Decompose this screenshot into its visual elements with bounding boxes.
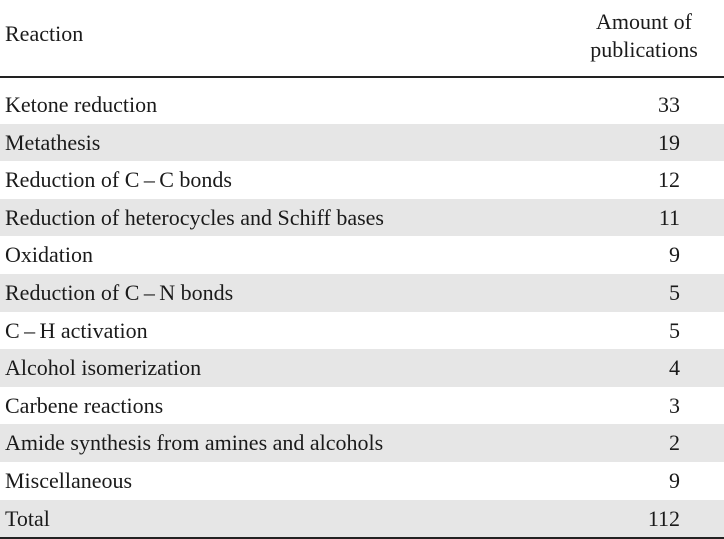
table-row <box>0 124 724 162</box>
reaction-cell: Alcohol isomerization <box>5 355 202 381</box>
reaction-cell: Metathesis <box>5 129 101 155</box>
table-row <box>0 462 724 500</box>
reaction-cell: Reduction of C – C bonds <box>5 167 232 193</box>
reaction-cell: Reduction of C – N bonds <box>5 279 234 305</box>
amount-cell: 9 <box>669 242 680 268</box>
header-amount <box>569 8 719 64</box>
amount-cell: 12 <box>658 167 680 193</box>
table-row <box>0 424 724 462</box>
table-row <box>0 236 724 274</box>
amount-cell: 3 <box>669 392 680 418</box>
amount-cell: 9 <box>669 467 680 493</box>
amount-cell: 33 <box>658 92 680 117</box>
reaction-cell: Total <box>5 505 50 531</box>
reaction-cell: Reduction of heterocycles and Schiff bases <box>5 204 384 230</box>
table-row <box>0 274 724 312</box>
reaction-cell: Carbene reactions <box>5 392 164 418</box>
reaction-cell: C – H activation <box>5 317 148 343</box>
reaction-cell: Miscellaneous <box>5 467 133 493</box>
table-row <box>0 86 724 124</box>
reaction-cell: Oxidation <box>5 242 93 268</box>
amount-cell: 4 <box>669 355 680 381</box>
table-row-total <box>0 500 724 539</box>
table-row <box>0 161 724 199</box>
amount-cell: 2 <box>669 430 680 456</box>
amount-cell: 112 <box>647 505 680 531</box>
table-header <box>0 0 724 78</box>
amount-cell: 5 <box>669 317 680 343</box>
table-row <box>0 349 724 387</box>
header-amount-line2: publications <box>590 37 698 62</box>
table-row <box>0 387 724 425</box>
reaction-cell: Ketone reduction <box>5 92 158 117</box>
header-amount-line1: Amount of <box>596 9 692 34</box>
amount-cell: 19 <box>658 129 680 155</box>
table-row <box>0 312 724 350</box>
table-body <box>0 78 724 539</box>
header-reaction: Reaction <box>5 21 84 46</box>
reaction-cell: Amide synthesis from amines and alcohols <box>5 430 384 456</box>
amount-cell: 5 <box>669 279 680 305</box>
table-row <box>0 199 724 237</box>
amount-cell: 11 <box>658 204 680 230</box>
